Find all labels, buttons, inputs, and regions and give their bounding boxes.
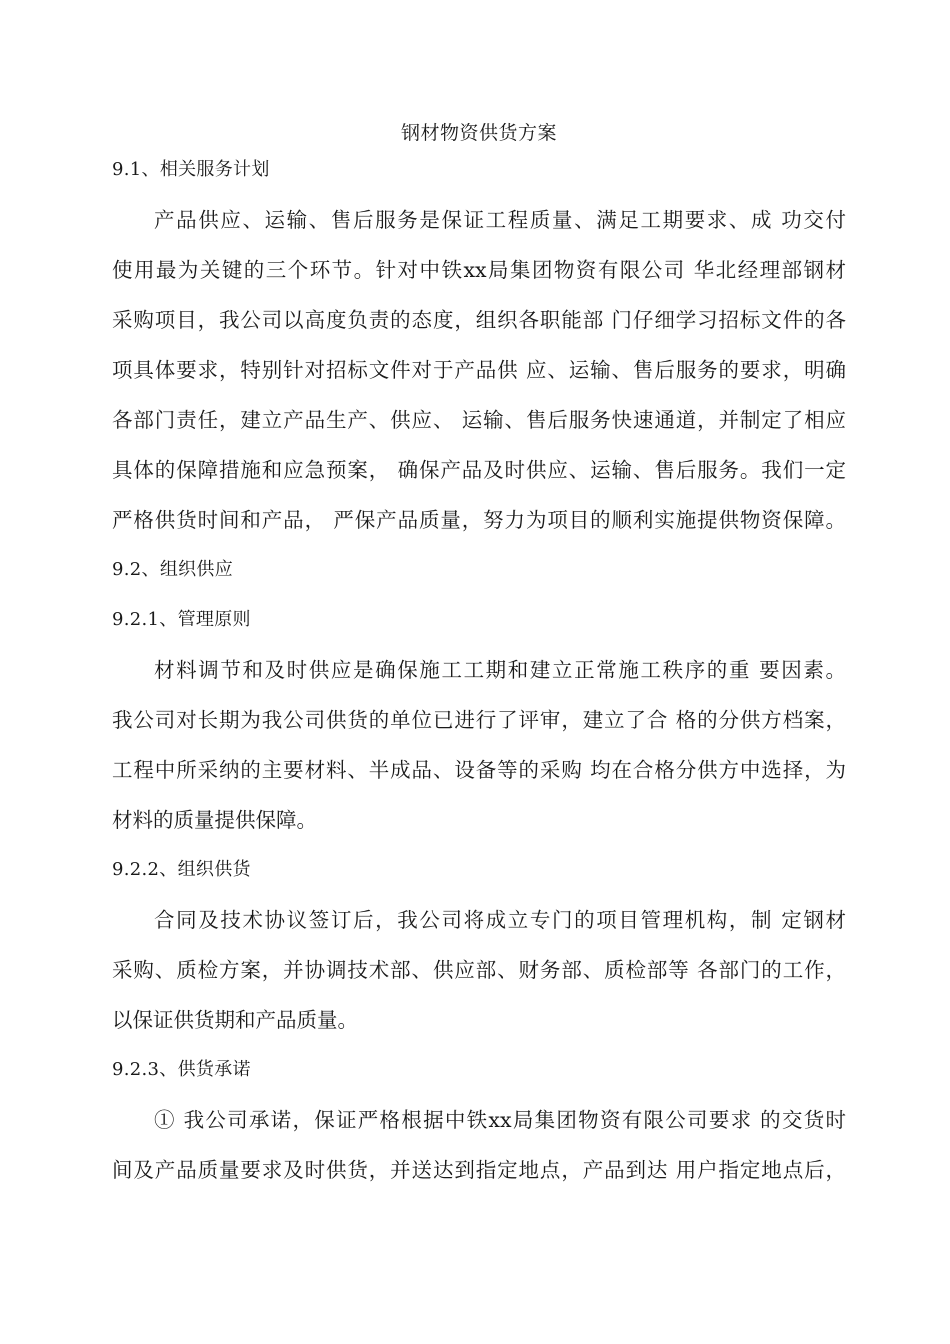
paragraph-line: 合同及技术协议签订后，我公司将成立专门的项目管理机构，制 定钢材 [154,908,846,932]
paragraph-line: 工程中所采纳的主要材料、半成品、设备等的采购 均在合格分供方中选择，为 [112,758,846,782]
paragraph-line: 项具体要求，特别针对招标文件对于产品供 应、运输、售后服务的要求，明确 [112,358,846,382]
document-page [112,118,846,1205]
paragraph-line: 采购项目，我公司以高度负责的态度，组织各职能部 门仔细学习招标文件的各 [112,308,846,332]
document-title: 钢材物资供货方案 [400,122,557,144]
paragraph-management-principle [112,655,846,835]
paragraph-line: 我公司对长期为我公司供货的单位已进行了评审，建立了合 格的分供方档案， [112,708,846,732]
paragraph-organize-supply [112,905,846,1035]
paragraph-line: 严格供货时间和产品， 严保产品质量，努力为项目的顺利实施提供物资保障。 [112,508,846,532]
paragraph-line: 间及产品质量要求及时供货，并送达到指定地点，产品到达 用户指定地点后， [112,1158,846,1182]
paragraph-line: 使用最为关键的三个环节。针对中铁xx局集团物资有限公司 华北经理部钢材 [112,258,846,282]
section-heading-9-2: 9.2、组织供应 [112,559,234,580]
paragraph-service-plan [112,205,846,535]
section-heading-9-2-2: 9.2.2、组织供货 [112,859,251,880]
section-heading-9-2-3: 9.2.3、供货承诺 [112,1059,251,1080]
paragraph-line: 各部门责任，建立产品生产、供应、 运输、售后服务快速通道，并制定了相应 [112,408,846,432]
paragraph-line: 采购、质检方案，并协调技术部、供应部、财务部、质检部等 各部门的工作， [112,958,846,982]
paragraph-supply-commitment [112,1105,846,1185]
section-heading-9-2-1: 9.2.1、管理原则 [112,609,251,630]
section-heading-9-1: 9.1、相关服务计划 [112,159,270,180]
paragraph-line: 以保证供货期和产品质量。 [112,1008,358,1032]
paragraph-line: ① 我公司承诺，保证严格根据中铁xx局集团物资有限公司要求 的交货时 [154,1108,846,1132]
paragraph-line: 材料调节和及时供应是确保施工工期和建立正常施工秩序的重 要因素。 [154,658,846,682]
paragraph-line: 产品供应、运输、售后服务是保证工程质量、满足工期要求、成 功交付 [154,208,846,232]
paragraph-line: 材料的质量提供保障。 [112,808,317,832]
paragraph-line: 具体的保障措施和应急预案， 确保产品及时供应、运输、售后服务。我们一定 [112,458,846,482]
